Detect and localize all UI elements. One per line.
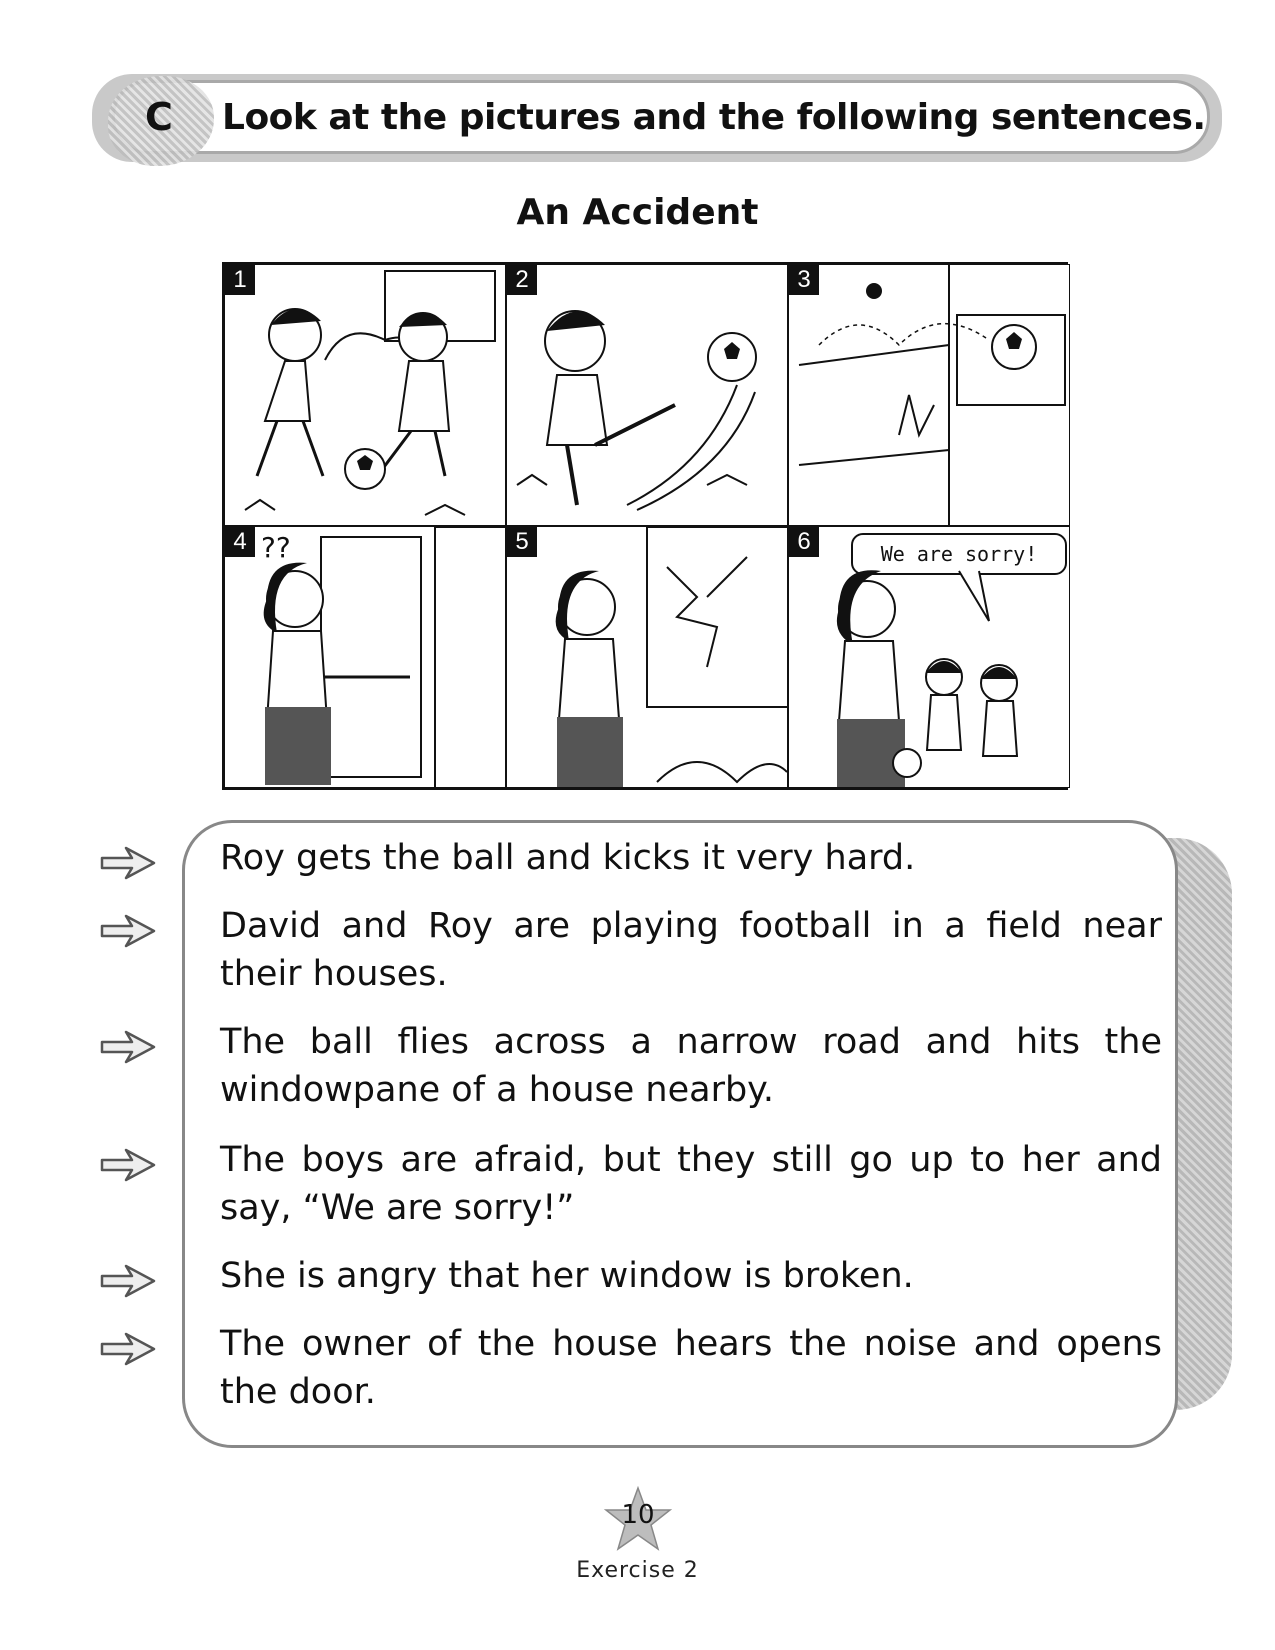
svg-text:??: ??	[261, 531, 291, 564]
boys-playing-football-illustration	[225, 265, 506, 526]
comic-panel-6	[788, 526, 1070, 788]
hand-pointing-right-icon	[98, 1260, 160, 1302]
panel-number: 6	[789, 527, 819, 557]
comic-panel-1	[224, 264, 506, 526]
owner-angry-broken-window-illustration	[507, 527, 788, 788]
panel-number: 5	[507, 527, 537, 557]
comic-panel-2	[506, 264, 788, 526]
panel-number: 3	[789, 265, 819, 295]
sentence-item: The ball flies across a narrow road and hits the windowpane of a house nearby.	[220, 1022, 1162, 1110]
instruction-text: Look at the pictures and the following sentences.	[222, 97, 1206, 138]
comic-panel-5	[506, 526, 788, 788]
hand-pointing-right-icon	[98, 1026, 160, 1068]
panel-number: 1	[225, 265, 255, 295]
hand-pointing-right-icon	[98, 842, 160, 884]
boys-apologise-illustration	[789, 527, 1070, 788]
sentence-item: The boys are afraid, but they still go up to her and say, “We are sorry!”	[220, 1140, 1162, 1228]
panel-number: 2	[507, 265, 537, 295]
hand-pointing-right-icon	[98, 1144, 160, 1186]
sentence-item: Roy gets the ball and kicks it very hard.	[220, 838, 916, 878]
hand-pointing-right-icon	[98, 910, 160, 952]
sentence-item: David and Roy are playing football in a field near their houses.	[220, 906, 1162, 994]
ball-hits-window-illustration	[789, 265, 1070, 526]
hand-pointing-right-icon	[98, 1328, 160, 1370]
exercise-label: Exercise 2	[576, 1558, 699, 1583]
comic-strip	[222, 262, 1068, 790]
sentence-item: The owner of the house hears the noise and opens the door.	[220, 1324, 1162, 1412]
story-title: An Accident	[516, 192, 759, 233]
page-number: 10	[621, 1500, 655, 1530]
comic-panel-4	[224, 526, 506, 788]
section-letter: C	[145, 95, 173, 139]
panel-number: 4	[225, 527, 255, 557]
sentence-item: She is angry that her window is broken.	[220, 1256, 914, 1296]
comic-panel-3	[788, 264, 1070, 526]
boy-kicking-ball-illustration	[507, 265, 788, 526]
owner-opens-door-illustration	[225, 527, 506, 788]
speech-bubble: We are sorry!	[851, 533, 1067, 575]
